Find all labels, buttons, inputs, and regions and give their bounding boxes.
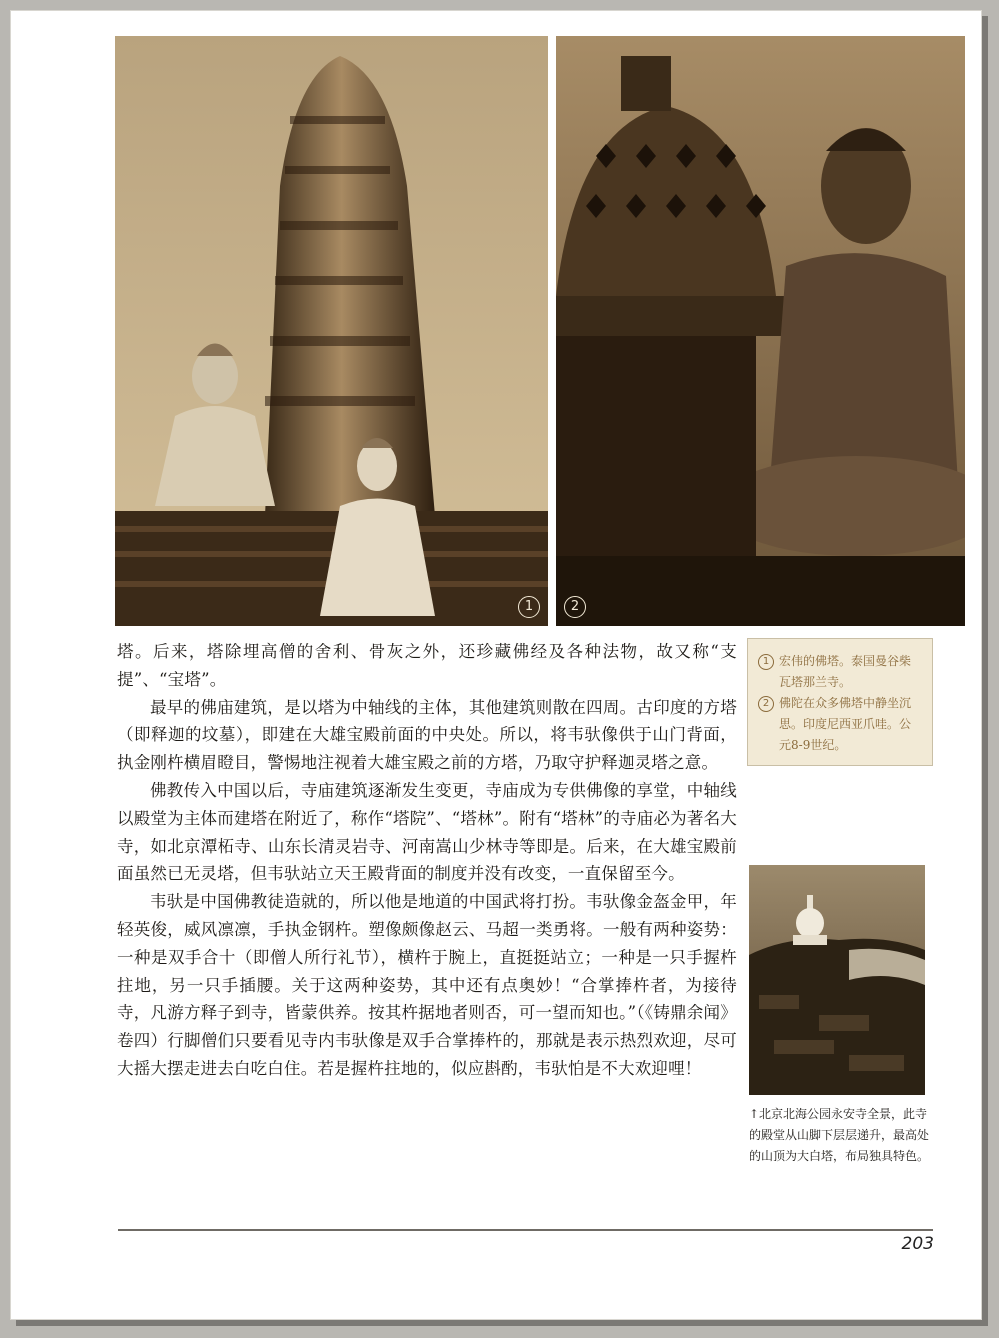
paragraph-1: 塔。后来，塔除埋高僧的舍利、骨灰之外，还珍藏佛经及各种法物，故又称“支提”、“宝塔”。 xyxy=(117,642,737,689)
photo-caption-box xyxy=(747,638,933,766)
book-page xyxy=(10,10,982,1320)
paragraph-4: 韦驮是中国佛教徒造就的，所以他是地道的中国武将打扮。韦驮像金盔金甲，年轻英俊，威风凛凛，手执金钢杵。塑像颇像赵云、马超一类勇将。一般有两种姿势：一种是双手合十（即僧人所行礼节），横杵于腕上，直挺挺站立；一种是一只手握杵拄地，另一只手插腰。关于这两种姿势，其中还有点奥妙！“合掌捧杵者，为接待寺，凡游方释子到寺，皆蒙供养。按其杵据地者则否，可一望而知也。”（《铸鼎余闻》卷四）行脚僧们只要看见寺内韦驮像是双手合掌捧杵的，那就是表示热烈欢迎，尽可大摇大摆走进去白吃白住。若是握杵拄地的，似应斟酌，韦驮怕是不大欢迎哩！ xyxy=(117,892,737,1078)
paragraph-2: 最早的佛庙建筑，是以塔为中轴线的主体，其他建筑则散在四周。古印度的方塔（即释迦的坟墓），即建在大雄宝殿前面的中央处。所以，将韦驮像供于山门背面，执金刚杵横眉瞪目，警惕地注视着大雄宝殿之前的方塔，乃取守护释迦灵塔之意。 xyxy=(117,697,737,773)
paragraph-3: 佛教传入中国以后，寺庙建筑逐渐发生变更，寺庙成为专供佛像的享堂，中轴线以殿堂为主体而建塔在附近了，称作“塔院”、“塔林”。附有“塔林”的寺庙必为著名大寺，如北京潭柘寺、山东长清灵岩寺、河南嵩山少林寺等即是。后来，在大雄宝殿前面虽然已无灵塔，但韦驮站立天王殿背面的制度并没有改变，一直保留至今。 xyxy=(117,780,737,884)
body-text xyxy=(117,638,737,1083)
photo-number-2: 2 xyxy=(564,596,586,618)
photo-number-1: 1 xyxy=(518,596,540,618)
caption-number-1: 1 xyxy=(758,654,774,670)
page-number: 203 xyxy=(901,1234,934,1254)
beihai-illustration xyxy=(749,865,925,1095)
caption-text-2: 佛陀在众多佛塔中静坐沉思。印度尼西亚爪哇。公元8-9世纪。 xyxy=(779,696,912,752)
beihai-caption: ↑北京北海公园永安寺全景，此寺的殿堂从山脚下层层递升，最高处的山顶为大白塔，布局独具特色。 xyxy=(749,1107,930,1163)
caption-number-2: 2 xyxy=(758,696,774,712)
stupa-illustration xyxy=(556,36,965,626)
pagoda-photo xyxy=(115,36,548,626)
caption-2 xyxy=(758,693,922,756)
footer-rule xyxy=(118,1229,933,1231)
pagoda-illustration xyxy=(115,36,548,626)
beihai-white-pagoda-photo xyxy=(749,865,925,1095)
caption-1 xyxy=(758,651,922,693)
buddha-stupa-photo xyxy=(556,36,965,626)
caption-text-1: 宏伟的佛塔。泰国曼谷柴瓦塔那兰寺。 xyxy=(779,654,912,689)
